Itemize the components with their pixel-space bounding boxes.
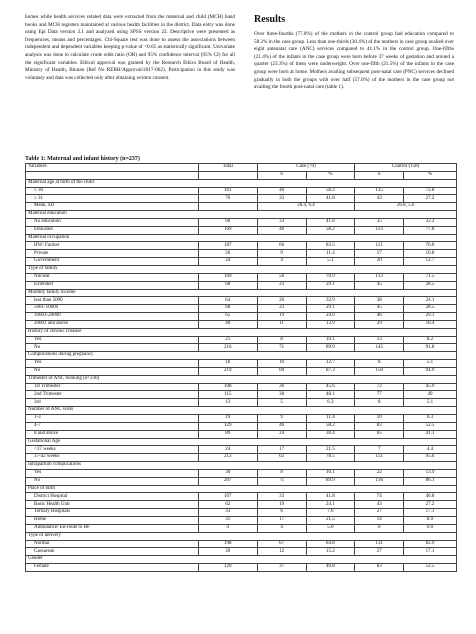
header-case-pct: % bbox=[306, 171, 355, 179]
results-heading: Results bbox=[254, 14, 286, 25]
row-control-pct: 46.8 bbox=[404, 493, 457, 501]
row-control-pct: 5.1 bbox=[404, 399, 457, 407]
row-case-pct: 83.5 bbox=[306, 242, 355, 250]
row-control-pct: 45.9 bbox=[404, 383, 457, 391]
row-case-pct: 29.1 bbox=[306, 305, 355, 313]
table-section-row bbox=[26, 289, 457, 297]
row-case-pct: 15.2 bbox=[306, 548, 355, 556]
table-row bbox=[26, 281, 457, 289]
row-control-pct: 4.4 bbox=[404, 446, 457, 454]
row-case-pct: 21.5 bbox=[306, 446, 355, 454]
table-row bbox=[26, 187, 457, 195]
row-control-n: 121 bbox=[355, 242, 404, 250]
row-case-pct: 45.6 bbox=[306, 383, 355, 391]
row-control-n: 13 bbox=[355, 336, 404, 344]
row-case-n: 62 bbox=[257, 454, 306, 462]
table-row bbox=[26, 320, 457, 328]
row-case-n: 38 bbox=[257, 391, 306, 399]
row-control-pct: 95.6 bbox=[404, 454, 457, 462]
row-label: Private bbox=[26, 250, 199, 258]
section-label: Type of delivery bbox=[26, 532, 457, 540]
table-row bbox=[26, 250, 457, 258]
table-section-row bbox=[26, 328, 457, 336]
table-body bbox=[26, 179, 457, 571]
table-section-row bbox=[26, 485, 457, 493]
table-row bbox=[26, 540, 457, 548]
row-case-n: 6 bbox=[257, 509, 306, 517]
methods-text-column bbox=[25, 14, 235, 82]
row-case-n: 9 bbox=[257, 250, 306, 258]
table-row bbox=[26, 195, 457, 203]
section-label: Gender bbox=[26, 556, 457, 564]
row-total: 24 bbox=[198, 258, 257, 266]
row-total: 187 bbox=[198, 242, 257, 250]
row-label: Home bbox=[26, 516, 199, 524]
row-case-pct: 12.7 bbox=[306, 360, 355, 368]
row-control-n: 136 bbox=[355, 477, 404, 485]
row-case-pct: 5.0 bbox=[306, 524, 355, 532]
row-case-n: 33 bbox=[257, 493, 306, 501]
table-row bbox=[26, 367, 457, 375]
header-case: Case (79) bbox=[257, 164, 355, 172]
row-case-pct: 30.4 bbox=[306, 430, 355, 438]
section-label: Type of family bbox=[26, 265, 457, 273]
row-total: 120 bbox=[198, 564, 257, 572]
row-case-pct: 10.1 bbox=[306, 469, 355, 477]
row-case-n: 17 bbox=[257, 516, 306, 524]
row-control-pct: 41.1 bbox=[404, 430, 457, 438]
row-control-pct: 8.9 bbox=[404, 516, 457, 524]
row-label: 8 and above bbox=[26, 430, 199, 438]
row-total: 26 bbox=[198, 250, 257, 258]
row-total: 31 bbox=[198, 516, 257, 524]
row-case-n: 46 bbox=[257, 187, 306, 195]
row-case-pct: 78.5 bbox=[306, 454, 355, 462]
table-row bbox=[26, 305, 457, 313]
row-case-pct: 46.8 bbox=[306, 564, 355, 572]
row-label: Extended bbox=[26, 281, 199, 289]
row-total: 65 bbox=[198, 313, 257, 321]
row-case-pct: 70.9 bbox=[306, 273, 355, 281]
row-control-n: 151 bbox=[355, 454, 404, 462]
row-case-n: 24 bbox=[257, 430, 306, 438]
row-label: No bbox=[26, 367, 199, 375]
row-control-pct: 27.2 bbox=[404, 195, 457, 203]
row-case-pct: 84.8 bbox=[306, 540, 355, 548]
table-section-row bbox=[26, 462, 457, 470]
row-case-n: 8 bbox=[257, 336, 306, 344]
table-row bbox=[26, 297, 457, 305]
row-label: 37-42 weeks bbox=[26, 454, 199, 462]
row-control-n: 74 bbox=[355, 493, 404, 501]
row-case-pct: 11.4 bbox=[306, 250, 355, 258]
row-control-n: 29 bbox=[355, 320, 404, 328]
table-row bbox=[26, 383, 457, 391]
row-case-n: 17 bbox=[257, 446, 306, 454]
row-case-n: 8 bbox=[257, 469, 306, 477]
row-case-pct: 87.3 bbox=[306, 367, 355, 375]
row-label: 20001 and above bbox=[26, 320, 199, 328]
row-control-n: 0 bbox=[355, 524, 404, 532]
row-total: 68 bbox=[198, 281, 257, 289]
section-label: Monthly family income bbox=[26, 289, 457, 297]
row-case-n: 19 bbox=[257, 313, 306, 321]
table-section-row bbox=[26, 179, 457, 187]
row-total: 33 bbox=[198, 509, 257, 517]
row-total: 169 bbox=[198, 273, 257, 281]
row-case-n: 33 bbox=[257, 218, 306, 226]
table-row bbox=[26, 509, 457, 517]
row-control-mean: 26.8, 5.6 bbox=[355, 203, 457, 211]
row-total: 198 bbox=[198, 540, 257, 548]
row-case-n: 46 bbox=[257, 226, 306, 234]
row-control-n: 43 bbox=[355, 195, 404, 203]
table-row bbox=[26, 218, 457, 226]
row-control-pct: 94.9 bbox=[404, 367, 457, 375]
row-total: 68 bbox=[198, 305, 257, 313]
row-control-n: 83 bbox=[355, 564, 404, 572]
table-row bbox=[26, 344, 457, 352]
header-control-pct: % bbox=[404, 171, 457, 179]
row-label: <37 weeks bbox=[26, 446, 199, 454]
table-row bbox=[26, 564, 457, 572]
row-label: 5001-10000 bbox=[26, 305, 199, 313]
table-row bbox=[26, 524, 457, 532]
row-control-pct: 17.1 bbox=[404, 509, 457, 517]
table-section-row bbox=[26, 532, 457, 540]
row-control-n: 20 bbox=[355, 258, 404, 266]
row-control-pct: 28.5 bbox=[404, 281, 457, 289]
table-row bbox=[26, 430, 457, 438]
row-control-n: 113 bbox=[355, 273, 404, 281]
row-control-pct: 10.8 bbox=[404, 250, 457, 258]
row-control-pct: 5.1 bbox=[404, 360, 457, 368]
row-control-n: 65 bbox=[355, 430, 404, 438]
row-label: 1-3 bbox=[26, 415, 199, 423]
table-section-row bbox=[26, 265, 457, 273]
row-case-n: 4 bbox=[257, 258, 306, 266]
table-row bbox=[26, 501, 457, 509]
table-subheader-row bbox=[26, 171, 457, 179]
table-row bbox=[26, 477, 457, 485]
row-control-pct: 77.8 bbox=[404, 226, 457, 234]
table-row bbox=[26, 226, 457, 234]
row-label: Government bbox=[26, 258, 199, 266]
row-case-pct: 89.9 bbox=[306, 477, 355, 485]
row-label: HW/ Farmer bbox=[26, 242, 199, 250]
row-control-n: 115 bbox=[355, 187, 404, 195]
row-total bbox=[198, 203, 257, 211]
section-label: History of chronic Disease bbox=[26, 328, 457, 336]
row-label: No bbox=[26, 477, 199, 485]
row-total: 24 bbox=[198, 446, 257, 454]
row-control-n: 77 bbox=[355, 391, 404, 399]
row-case-pct: 32.9 bbox=[306, 297, 355, 305]
table-row bbox=[26, 454, 457, 462]
row-label: Educated bbox=[26, 226, 199, 234]
row-case-pct: 58.2 bbox=[306, 187, 355, 195]
row-control-pct: 82.9 bbox=[404, 540, 457, 548]
row-total: 21 bbox=[198, 336, 257, 344]
row-total: 18 bbox=[198, 360, 257, 368]
table-row bbox=[26, 399, 457, 407]
row-total: 89 bbox=[198, 430, 257, 438]
row-control-n: 43 bbox=[355, 501, 404, 509]
row-label: Nuclear bbox=[26, 273, 199, 281]
header-variables: Variables bbox=[26, 164, 199, 172]
row-total: 115 bbox=[198, 391, 257, 399]
row-case-n: 33 bbox=[257, 195, 306, 203]
row-control-n: 131 bbox=[355, 540, 404, 548]
row-control-n: 7 bbox=[355, 446, 404, 454]
table-row bbox=[26, 548, 457, 556]
row-control-pct: 52.5 bbox=[404, 422, 457, 430]
section-label: Maternal age at birth of the child bbox=[26, 179, 457, 187]
table-row bbox=[26, 273, 457, 281]
row-case-n: 67 bbox=[257, 540, 306, 548]
row-case-n: 23 bbox=[257, 305, 306, 313]
row-label: ≥ 31 bbox=[26, 195, 199, 203]
row-control-n: 14 bbox=[355, 516, 404, 524]
row-case-n: 71 bbox=[257, 477, 306, 485]
row-total: 68 bbox=[198, 218, 257, 226]
row-label: Caesarean bbox=[26, 548, 199, 556]
row-label: Yes bbox=[26, 360, 199, 368]
row-case-pct: 41.8 bbox=[306, 493, 355, 501]
row-control-n: 38 bbox=[355, 297, 404, 305]
row-control-pct: 71.5 bbox=[404, 273, 457, 281]
row-label: Tertiary Hospitals bbox=[26, 509, 199, 517]
table-row bbox=[26, 391, 457, 399]
row-case-pct: 48.1 bbox=[306, 391, 355, 399]
row-control-n: 8 bbox=[355, 360, 404, 368]
row-case-n: 23 bbox=[257, 281, 306, 289]
row-case-pct: 41.8 bbox=[306, 218, 355, 226]
row-label: 3rd bbox=[26, 399, 199, 407]
table-row bbox=[26, 336, 457, 344]
row-case-pct: 11.4 bbox=[306, 415, 355, 423]
row-case-n: 5 bbox=[257, 399, 306, 407]
table-row bbox=[26, 242, 457, 250]
row-case-n: 69 bbox=[257, 367, 306, 375]
table-section-row bbox=[26, 211, 457, 219]
row-control-pct: 18.4 bbox=[404, 320, 457, 328]
row-control-n: 72 bbox=[355, 383, 404, 391]
row-label: 4-7 bbox=[26, 422, 199, 430]
table-row bbox=[26, 360, 457, 368]
row-case-pct: 58.2 bbox=[306, 422, 355, 430]
row-case-pct: 58.2 bbox=[306, 226, 355, 234]
section-label: Complications during pregnancy bbox=[26, 352, 457, 360]
row-total: 129 bbox=[198, 422, 257, 430]
row-control-n: 10 bbox=[355, 415, 404, 423]
table-row bbox=[26, 203, 457, 211]
row-control-n: 145 bbox=[355, 344, 404, 352]
section-label: Maternal occupation bbox=[26, 234, 457, 242]
table-row bbox=[26, 516, 457, 524]
section-label: Number of ANC visits bbox=[26, 407, 457, 415]
row-case-n: 56 bbox=[257, 273, 306, 281]
row-label: ≤ 30 bbox=[26, 187, 199, 195]
section-label: Place of birth bbox=[26, 485, 457, 493]
table-section-row bbox=[26, 556, 457, 564]
row-total: 107 bbox=[198, 493, 257, 501]
row-control-n: 35 bbox=[355, 218, 404, 226]
row-control-pct: 0.0 bbox=[404, 524, 457, 532]
row-case-pct: 7.6 bbox=[306, 509, 355, 517]
table-row bbox=[26, 258, 457, 266]
row-total: 19 bbox=[198, 415, 257, 423]
row-case-n: 11 bbox=[257, 320, 306, 328]
row-control-pct: 13.9 bbox=[404, 469, 457, 477]
row-control-n: 22 bbox=[355, 469, 404, 477]
row-case-n: 37 bbox=[257, 564, 306, 572]
methods-paragraph: homes while health services related data were extracted from the maternal and child (MCH) hand books and MCH registers maintained at various health facilities in the district. Data entry was done using Epi Data version 3.1 and analyzed using SPSS version 22. Descriptive were presented as frequencies, means and percentages. Chi-Square test was done to assess the associations between independent and dependent variables keeping p-value of <0.05 as statistically significant. Univariate analysis was done to calculate crude odds ratio (OR) and 95% confidence interval (95% CI) for all the significant variables. Ethical approval was granted by the Research Ethics Board of Health, Ministry of Health, Bhutan (Ref No REBH/Approval/2017-062). Participation in this study was voluntary and data was collected only after obtaining written consent. bbox=[25, 14, 235, 81]
header-total: Total bbox=[198, 164, 257, 172]
row-total: 30 bbox=[198, 469, 257, 477]
row-label: Basic Health Unit bbox=[26, 501, 199, 509]
section-label: Trimester of ANC booking (n=236) bbox=[26, 375, 457, 383]
row-total: 108 bbox=[198, 383, 257, 391]
header-control-n: n bbox=[355, 171, 404, 179]
row-case-pct: 21.5 bbox=[306, 516, 355, 524]
table-row bbox=[26, 493, 457, 501]
row-label: 1st Trimester bbox=[26, 383, 199, 391]
row-total: 219 bbox=[198, 367, 257, 375]
row-total: 76 bbox=[198, 195, 257, 203]
section-label: Gestational Age bbox=[26, 438, 457, 446]
row-control-n: 17 bbox=[355, 250, 404, 258]
row-control-pct: 17.1 bbox=[404, 548, 457, 556]
row-case-n: 4 bbox=[257, 524, 306, 532]
row-case-n: 10 bbox=[257, 360, 306, 368]
row-total: 161 bbox=[198, 187, 257, 195]
table-section-row bbox=[26, 234, 457, 242]
table-header-row bbox=[26, 164, 457, 172]
row-case-pct: 13.9 bbox=[306, 320, 355, 328]
row-total: 213 bbox=[198, 454, 257, 462]
table-section-row bbox=[26, 407, 457, 415]
row-case-pct: 10.1 bbox=[306, 336, 355, 344]
row-control-pct: 28.5 bbox=[404, 305, 457, 313]
row-total: 207 bbox=[198, 477, 257, 485]
table-title: Table 1: Maternal and infant history (n=237) bbox=[25, 156, 140, 162]
row-label: 10001-20000 bbox=[26, 313, 199, 321]
row-case-pct: 24.1 bbox=[306, 501, 355, 509]
row-label: less than 5000 bbox=[26, 297, 199, 305]
maternal-infant-history-table bbox=[25, 163, 457, 572]
row-control-n: 45 bbox=[355, 281, 404, 289]
row-case-pct: 6.3 bbox=[306, 399, 355, 407]
row-label: District Hospital bbox=[26, 493, 199, 501]
row-control-pct: 86.1 bbox=[404, 477, 457, 485]
row-total: 13 bbox=[198, 399, 257, 407]
row-control-n: 27 bbox=[355, 548, 404, 556]
row-total: 39 bbox=[198, 548, 257, 556]
row-label: Mean, SD bbox=[26, 203, 199, 211]
row-control-n: 83 bbox=[355, 422, 404, 430]
row-case-n: 71 bbox=[257, 344, 306, 352]
row-case-n: 66 bbox=[257, 242, 306, 250]
row-control-pct: 52.5 bbox=[404, 564, 457, 572]
table-section-row bbox=[26, 375, 457, 383]
row-label: Yes bbox=[26, 469, 199, 477]
row-case-mean: 28.4, 6.4 bbox=[257, 203, 355, 211]
row-total: 169 bbox=[198, 226, 257, 234]
results-column bbox=[254, 14, 454, 92]
row-case-n: 9 bbox=[257, 415, 306, 423]
row-case-n: 19 bbox=[257, 501, 306, 509]
row-control-pct: 6.3 bbox=[404, 415, 457, 423]
row-total: 4 bbox=[198, 524, 257, 532]
row-case-pct: 29.1 bbox=[306, 281, 355, 289]
row-control-pct: 76.6 bbox=[404, 242, 457, 250]
row-label: No education bbox=[26, 218, 199, 226]
row-label: Normal bbox=[26, 540, 199, 548]
row-control-pct: 91.8 bbox=[404, 344, 457, 352]
table-row bbox=[26, 313, 457, 321]
row-control-n: 123 bbox=[355, 226, 404, 234]
table-row bbox=[26, 415, 457, 423]
row-case-pct: 24.0 bbox=[306, 313, 355, 321]
row-control-pct: 27.2 bbox=[404, 501, 457, 509]
row-case-pct: 89.9 bbox=[306, 344, 355, 352]
row-control-pct: 8.2 bbox=[404, 336, 457, 344]
row-control-pct: 22.2 bbox=[404, 218, 457, 226]
section-label: Intrapartum complications bbox=[26, 462, 457, 470]
row-control-n: 46 bbox=[355, 313, 404, 321]
row-case-pct: 41.8 bbox=[306, 195, 355, 203]
table-row bbox=[26, 446, 457, 454]
table-section-row bbox=[26, 438, 457, 446]
table-row bbox=[26, 469, 457, 477]
row-control-pct: 12.7 bbox=[404, 258, 457, 266]
row-label: 2nd Trimester bbox=[26, 391, 199, 399]
row-label: Ambulance/ En-route to HF bbox=[26, 524, 199, 532]
section-label: Maternal education bbox=[26, 211, 457, 219]
row-control-pct: 72.8 bbox=[404, 187, 457, 195]
row-label: Yes bbox=[26, 336, 199, 344]
table-row bbox=[26, 422, 457, 430]
row-control-pct: 24.1 bbox=[404, 297, 457, 305]
row-control-pct: 29.1 bbox=[404, 313, 457, 321]
row-case-n: 46 bbox=[257, 422, 306, 430]
table-section-row bbox=[26, 352, 457, 360]
row-total: 216 bbox=[198, 344, 257, 352]
row-control-pct: 49 bbox=[404, 391, 457, 399]
row-total: 64 bbox=[198, 297, 257, 305]
row-control-n: 27 bbox=[355, 509, 404, 517]
row-total: 62 bbox=[198, 501, 257, 509]
row-total: 40 bbox=[198, 320, 257, 328]
row-case-n: 26 bbox=[257, 297, 306, 305]
results-paragraph: Over three-fourths (77.8%) of the mothers in the control group had education compared to 58.2% in the case group. Less than one-thirds (30.4%) of the mothers in case group availed over eight antenatal care (ANC) services compared to 41.1% in the control group. One-fifths (21.4%) of the infants in the case group were born before 37 weeks of gestation and around a quarter (23.3%) of them were underweight. Over one-fifth (21.5%) of the infants in the case group were born at home. Mothers availing subsequent post-natal care (PNC) services declined gradually in both the groups with over half (57.0%) of the mothers in the case group not availing the fourth post-natal care (table 1). bbox=[254, 31, 454, 91]
row-control-n: 150 bbox=[355, 367, 404, 375]
row-control-n: 45 bbox=[355, 305, 404, 313]
row-label: No bbox=[26, 344, 199, 352]
row-label: Female bbox=[26, 564, 199, 572]
row-case-n: 12 bbox=[257, 548, 306, 556]
header-case-n: n bbox=[257, 171, 306, 179]
row-control-n: 8 bbox=[355, 399, 404, 407]
row-case-pct: 5.1 bbox=[306, 258, 355, 266]
row-case-n: 36 bbox=[257, 383, 306, 391]
header-control: Control (158) bbox=[355, 164, 457, 172]
